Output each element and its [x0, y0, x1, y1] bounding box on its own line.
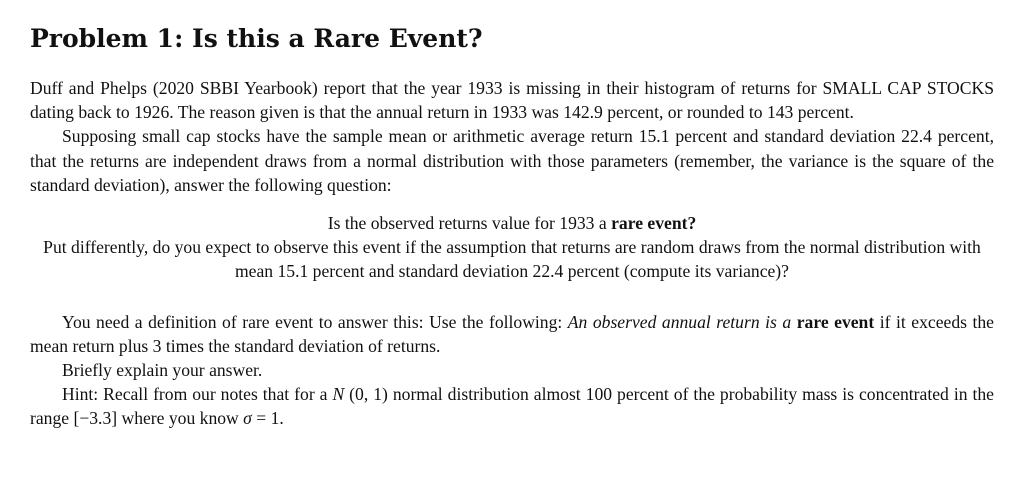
- problem-title: Problem 1: Is this a Rare Event?: [30, 24, 483, 53]
- paragraph-explain: Briefly explain your answer.: [62, 360, 263, 381]
- hint-middle: normal distribution almost 100 percent of the probability mass is concentrated in the range [−3.3] where you know: [30, 384, 994, 429]
- paragraph-intro: Duff and Phelps (2020 SBBI Yearbook) report that the year 1933 is missing in their histogram of returns for SMALL CAP STOCKS dating back to 1926. The reason given is that the annual return in 1933 was 142.9 percent, or rounded to 143 percent.: [30, 78, 994, 123]
- definition-intro: You need a definition of rare event to answer this: Use the following:: [62, 311, 568, 332]
- hint-sigma: σ: [243, 408, 252, 429]
- paragraph-definition: [30, 310, 994, 358]
- hint-end: = 1.: [251, 408, 284, 429]
- definition-rest: if it exceeds the mean return plus 3 times the standard deviation of returns.: [30, 311, 994, 356]
- question-text: Is the observed returns value for 1933 a: [327, 213, 612, 234]
- definition-italic: An observed annual return is a: [567, 311, 792, 332]
- hint-intro: Hint: Recall from our notes that for a: [62, 384, 333, 405]
- hint-math-args: (0, 1): [344, 384, 393, 405]
- hint-math-n: N: [332, 384, 345, 405]
- paragraph-assumptions: Supposing small cap stocks have the sample mean or arithmetic average return 15.1 percent and standard deviation 22.4 percent, that the returns are independent draws from a normal distribution with those parameters (remember, the variance is the square of the standard deviation), answer the following question:: [30, 126, 994, 195]
- definition-bold: rare event: [796, 311, 875, 332]
- question-emphasis: rare event?: [611, 213, 697, 234]
- paragraph-hint: [30, 382, 994, 430]
- question-restated: Put differently, do you expect to observe this event if the assumption that returns are random draws from the normal distribution with mean 15.1 percent and standard deviation 22.4 percent (compute its variance)?: [43, 237, 981, 282]
- question-line: [30, 211, 994, 235]
